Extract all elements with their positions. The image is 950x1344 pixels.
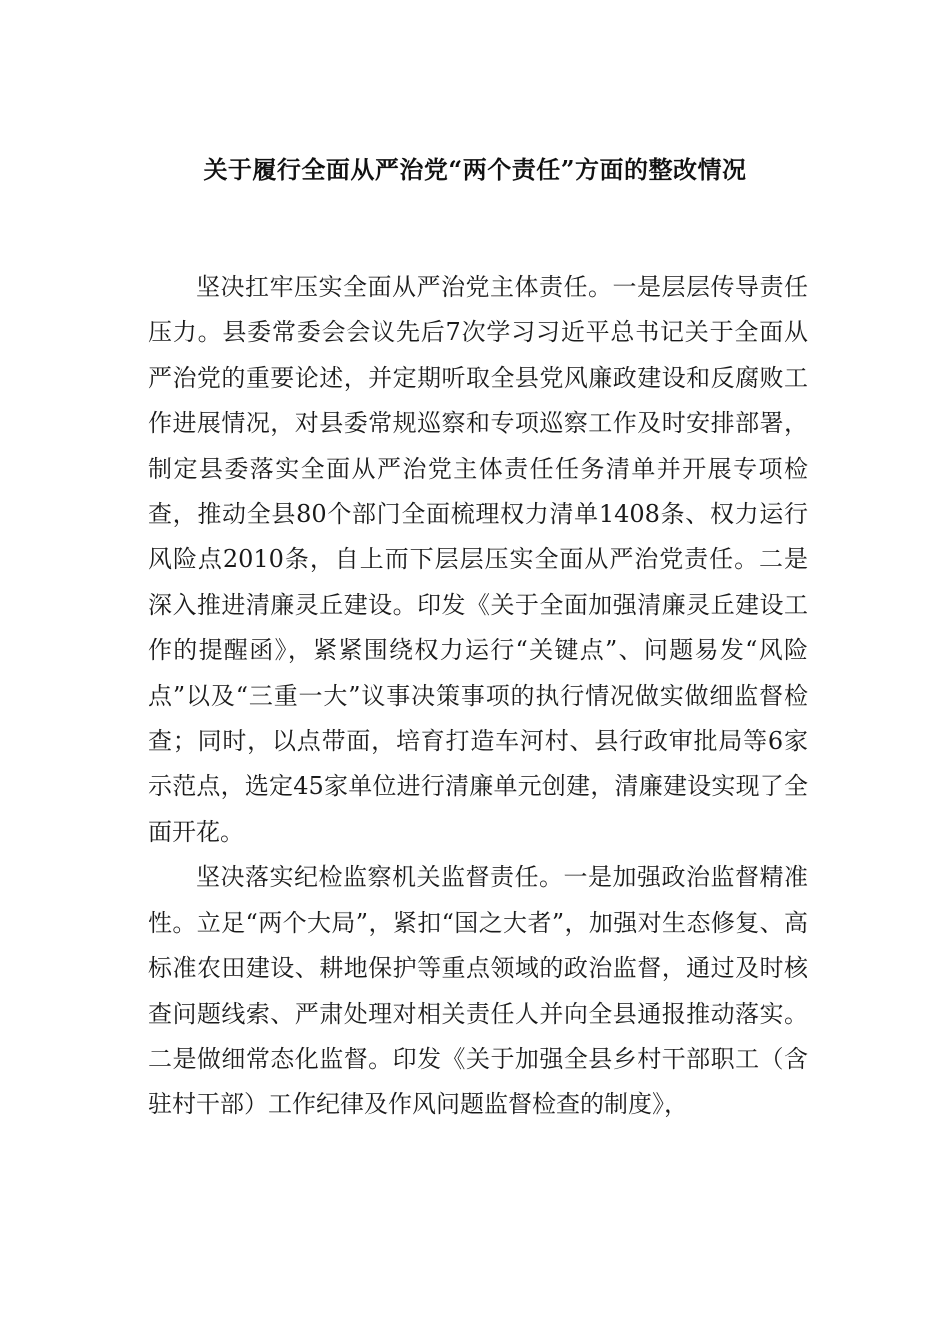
document-title: 关于履行全面从严治党“两个责任”方面的整改情况 [203, 155, 747, 184]
paragraph-main-responsibility: 坚决扛牢压实全面从严治党主体责任。一是层层传导责任压力。县委常委会会议先后7次学习习近平总书记关于全面从严治党的重要论述，并定期听取全县党风廉政建设和反腐败工作进展情况，对县委常规巡察和专项巡察工作及时安排部署，制定县委落实全面从严治党主体责任任务清单并开展专项检查，推动全县80个部门全面梳理权力清单1408条、权力运行风险点2010条，自上而下层层压实全面从严治党责任。二是深入推进清廉灵丘建设。印发《关于全面加强清廉灵丘建设工作的提醒函》，紧紧围绕权力运行“关键点”、问题易发“风险点”以及“三重一大”议事决策事项的执行情况做实做细监督检查；同时，以点带面，培育打造车河村、县行政审批局等6家示范点，选定45家单位进行清廉单元创建，清廉建设实现了全面开花。 [148, 273, 808, 846]
document-body [148, 265, 808, 1128]
paragraph-supervision-responsibility: 坚决落实纪检监察机关监督责任。一是加强政治监督精准性。立足“两个大局”，紧扣“国之大者”，加强对生态修复、高标准农田建设、耕地保护等重点领域的政治监督，通过及时核查问题线索、严肃处理对相关责任人并向全县通报推动落实。二是做细常态化监督。印发《关于加强全县乡村干部职工（含驻村干部）工作纪律及作风问题监督检查的制度》， [148, 863, 808, 1119]
